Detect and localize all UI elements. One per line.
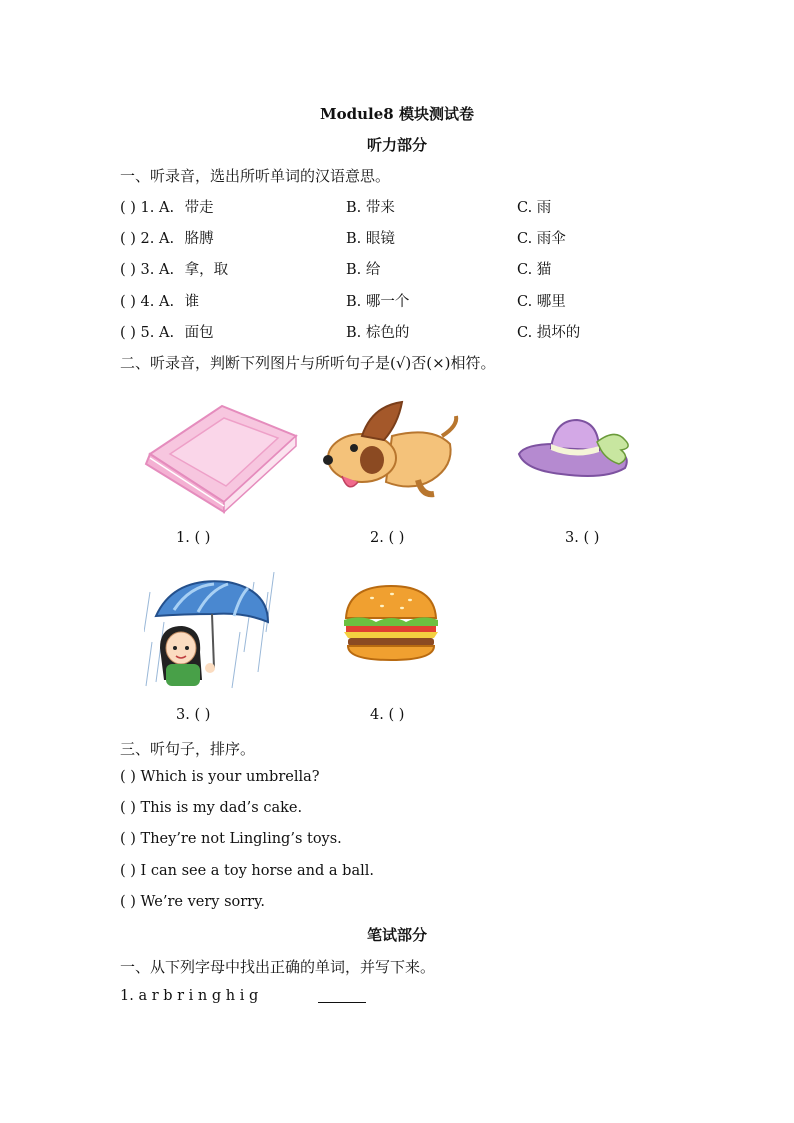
option-b: B. 带来 [346,200,395,216]
option-b: B. 眼镜 [346,231,395,247]
book-image [140,402,300,514]
listening-heading: 听力部分 [366,136,427,154]
list-item [120,321,214,342]
option-c: C. 猫 [517,262,552,278]
image-caption-5: 4. ( ) [370,707,405,723]
part1-instruction: 一、听录音，选出所听单词的汉语意思。 [120,167,391,185]
burger-image [342,584,440,662]
item-number: ( ) 3. A. [120,262,175,278]
list-item [120,196,214,217]
option-c: C. 损坏的 [517,325,581,341]
image-caption-3: 3. ( ) [565,530,600,546]
option-a: 带走 [184,200,214,216]
writing-heading: 笔试部分 [366,926,427,944]
option-a: 谁 [184,294,200,310]
dog-image [322,396,462,502]
list-item [120,258,228,279]
item-number: ( ) 1. A. [120,200,175,216]
answer-blank[interactable] [318,988,366,1003]
list-item: ( ) Which is your umbrella? [120,769,320,785]
list-item: ( ) I can see a toy horse and a ball. [120,863,374,879]
part2-instruction: 二、听录音，判断下列图片与所听句子是(√)否(×)相符。 [120,354,496,372]
list-item [120,290,199,311]
list-item: ( ) They’re not Lingling’s toys. [120,831,342,847]
list-item [120,227,214,248]
option-a: 胳膊 [184,231,214,247]
hat-image [515,414,639,486]
image-caption-4: 3. ( ) [176,707,211,723]
option-b: B. 哪一个 [346,294,410,310]
option-c: C. 雨伞 [517,231,566,247]
part3-instruction: 三、听句子，排序。 [120,740,256,758]
page-title: Module8 模块测试卷 [320,105,474,123]
item-number: ( ) 2. A. [120,231,175,247]
item-number: ( ) 4. A. [120,294,175,310]
option-b: B. 给 [346,262,381,278]
option-a: 拿，取 [184,262,229,278]
option-c: C. 雨 [517,200,552,216]
option-c: C. 哪里 [517,294,566,310]
option-a: 面包 [184,325,214,341]
list-item: ( ) We’re very sorry. [120,894,265,910]
item-number: ( ) 5. A. [120,325,175,341]
image-caption-2: 2. ( ) [370,530,405,546]
option-b: B. 棕色的 [346,325,410,341]
umbrella-girl-image [144,572,278,690]
image-caption-1: 1. ( ) [176,530,211,546]
writing1-question-1: 1. a r b r i n g h i g [120,988,259,1004]
writing1-instruction: 一、从下列字母中找出正确的单词，并写下来。 [120,958,436,976]
list-item: ( ) This is my dad’s cake. [120,800,303,816]
